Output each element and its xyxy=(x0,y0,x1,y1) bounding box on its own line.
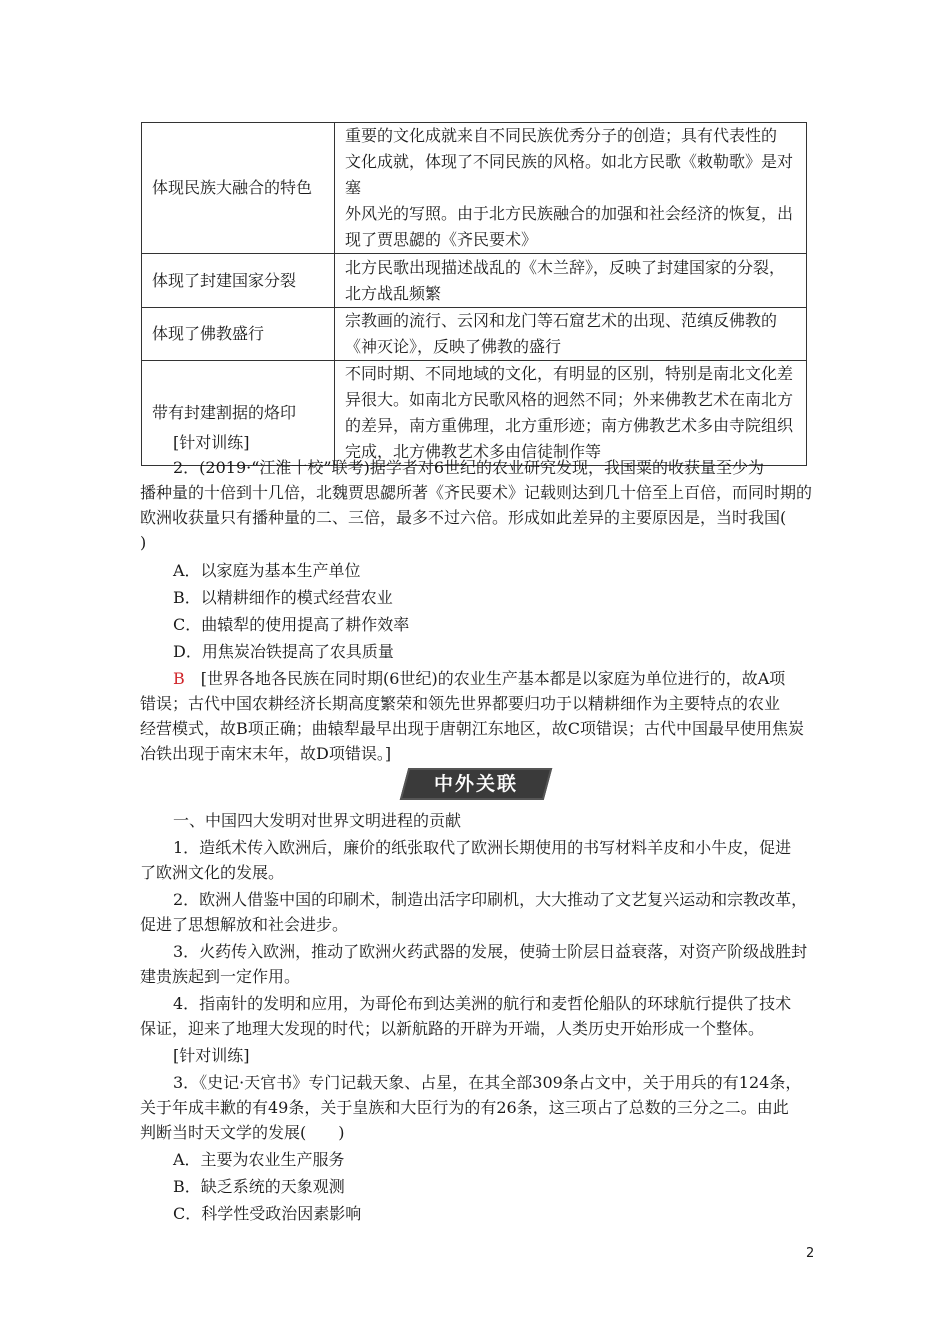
question-2-block xyxy=(140,430,820,766)
section-content xyxy=(140,808,820,1226)
training-label: [针对训练] xyxy=(173,433,250,452)
paragraph: 2．欧洲人借鉴中国的印刷术，制造出活字印刷机，大大推动了文艺复兴运动和宗教改革， 促进了思想解放和社会进步。 xyxy=(140,890,808,934)
option-d: D．用焦炭冶铁提高了农具质量 xyxy=(173,642,394,661)
option-a: A．主要为农业生产服务 xyxy=(173,1150,345,1169)
question-2-stem: 2．(2019·“江淮十校”联考)据学者对6世纪的农业研究发现，我国粟的收获量至少为 播种量的十倍到十几倍，北魏贾思勰所著《齐民要术》记载则达到几十倍至上百倍，而同时期的 欧洲收获量只有播种量的二、三倍，最多不过六倍。形成如此差异的主要原因是，当时我国( ) xyxy=(140,458,813,552)
question-3-stem: 3．《史记·天官书》专门记载天象、占星，在其全部309条占文中，关于用兵的有124条， 关于年成丰歉的有49条，关于皇族和大臣行为的有26条，这三项占了总数的三分之二。由此 判断当时天文学的发展( ) xyxy=(140,1073,802,1142)
table-row-label: 体现了封建国家分裂 xyxy=(142,254,335,308)
answer-letter: B xyxy=(173,669,185,688)
table-row-content: 不同时期、不同地域的文化，有明显的区别，特别是南北文化差 异很大。如南北方民歌风格的迥然不同；外来佛教艺术在南北方 的差异，南方重佛理，北方重形迹；南方佛教艺术多由寺院组织 完成，北方佛教艺术多由信徒制作等 xyxy=(335,361,807,466)
option-a: A．以家庭为基本生产单位 xyxy=(173,561,361,580)
answer-explanation: B [世界各地各民族在同时期(6世纪)的农业生产基本都是以家庭为单位进行的，故A项 错误；古代中国农耕经济长期高度繁荣和领先世界都要归功于以精耕细作为主要特点的农业 经营模式，故B项正确；曲辕犁最早出现于唐朝江东地区，故C项错误；古代中国最早使用焦炭 冶铁出现于南宋末年，故D项错误。] xyxy=(140,669,805,763)
section-badge-label: 中外关联 xyxy=(433,773,518,795)
table-row xyxy=(142,308,807,361)
table-row xyxy=(142,123,807,254)
training-label: [针对训练] xyxy=(173,1046,250,1065)
table-row-label: 带有封建割据的烙印 xyxy=(142,361,335,466)
section-heading: 一、中国四大发明对世界文明进程的贡献 xyxy=(173,811,462,830)
option-c: C．科学性受政治因素影响 xyxy=(173,1204,362,1223)
table-row-content: 重要的文化成就来自不同民族优秀分子的创造；具有代表性的 文化成就，体现了不同民族的风格。如北方民歌《敕勒歌》是对塞 外风光的写照。由于北方民族融合的加强和社会经济的恢复，出 现了贾思勰的《齐民要术》 xyxy=(335,123,807,254)
paragraph: 4．指南针的发明和应用，为哥伦布到达美洲的航行和麦哲伦船队的环球航行提供了技术 保证，迎来了地理大发现的时代；以新航路的开辟为开端，人类历史开始形成一个整体。 xyxy=(140,994,792,1038)
option-b: B．缺乏系统的天象观测 xyxy=(173,1177,345,1196)
paragraph: 1．造纸术传入欧洲后，廉价的纸张取代了欧洲长期使用的书写材料羊皮和小牛皮，促进 了欧洲文化的发展。 xyxy=(140,838,792,882)
table-row-content: 宗教画的流行、云冈和龙门等石窟艺术的出现、范缜反佛教的 《神灭论》，反映了佛教的盛行 xyxy=(335,308,807,361)
option-b: B．以精耕细作的模式经营农业 xyxy=(173,588,393,607)
table-row-label: 体现了佛教盛行 xyxy=(142,308,335,361)
table-row-label: 体现民族大融合的特色 xyxy=(142,123,335,254)
paragraph: 3．火药传入欧洲，推动了欧洲火药武器的发展，使骑士阶层日益衰落，对资产阶级战胜封 建贵族起到一定作用。 xyxy=(140,942,808,986)
table-row-content: 北方民歌出现描述战乱的《木兰辞》，反映了封建国家的分裂， 北方战乱频繁 xyxy=(335,254,807,308)
page-number: 2 xyxy=(806,1246,815,1261)
section-badge xyxy=(404,768,548,800)
option-c: C．曲辕犁的使用提高了耕作效率 xyxy=(173,615,410,634)
features-table xyxy=(141,122,807,466)
table-row xyxy=(142,254,807,308)
